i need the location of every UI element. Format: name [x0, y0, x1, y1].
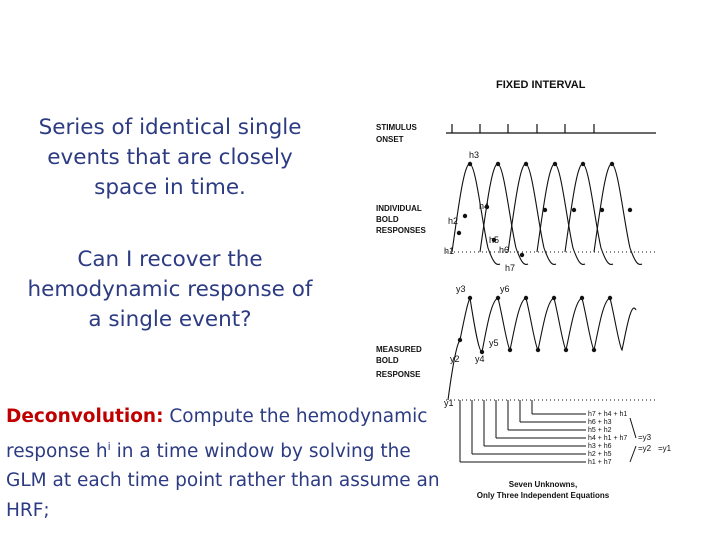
equations: [588, 411, 627, 466]
measured-label-2: BOLD: [376, 356, 399, 365]
stimulus-label-1: STIMULUS: [376, 123, 417, 132]
y2-label: y2: [450, 354, 460, 364]
measured-label-3: RESPONSE: [376, 370, 421, 379]
deconvolution-text-1: Compute the hemodynamic: [169, 406, 428, 427]
equation-2: h6 + h3: [588, 419, 612, 426]
individual-label-2: BOLD: [376, 215, 399, 224]
equation-result-y1: =y1: [658, 444, 672, 453]
equation-result-y2: =y2: [638, 444, 652, 453]
question-series-of-events: Series of identical single events that are closely space in time.: [38, 115, 302, 200]
y4-label: y4: [475, 354, 485, 364]
individual-bold-responses: [446, 164, 656, 265]
equation-7: h1 + h7: [588, 459, 612, 466]
measured-label-1: MEASURED: [376, 345, 422, 354]
equation-1: h7 + h4 + h1: [588, 411, 628, 418]
individual-label-1: INDIVIDUAL: [376, 204, 422, 213]
deconvolution-text-3: in a time window by solving the GLM at each time point rather than assume an HRF;: [6, 440, 440, 521]
footer-line-1: Seven Unknowns,: [508, 480, 578, 489]
equation-5: h3 + h6: [588, 443, 612, 450]
equation-3: h5 + h2: [588, 427, 612, 434]
equation-results: [638, 433, 672, 453]
equation-4: h4 + h1 + h7: [588, 435, 628, 442]
y5-label: y5: [489, 338, 499, 348]
measured-sample-dots: [458, 296, 612, 354]
measured-bold-response: [446, 298, 656, 400]
footer-line-2: Only Three Independent Equations: [476, 491, 610, 500]
stimulus-label-2: ONSET: [376, 135, 404, 144]
y3-label: y3: [456, 284, 466, 294]
h5-label: h5: [489, 235, 500, 245]
y1-label: y1: [444, 398, 454, 408]
h7-label: h7: [505, 263, 516, 273]
equation-6: h2 + h5: [588, 451, 612, 458]
h4-label: h4: [479, 201, 490, 211]
question-recover-hemodynamic: Can I recover the hemodynamic response of a single event?: [27, 247, 313, 332]
h1-label: h1: [444, 246, 455, 256]
figure-footer: [477, 480, 610, 500]
equation-result-y3: =y3: [638, 433, 652, 442]
h3-label: h3: [469, 150, 480, 160]
deconvolution-superscript: i: [107, 439, 111, 453]
y6-label: y6: [500, 284, 510, 294]
deconvolution-text-2: response h: [6, 440, 108, 462]
deconvolution-keyword: Deconvolution:: [6, 406, 164, 427]
figure-title: FIXED INTERVAL: [496, 79, 586, 91]
h2-label: h2: [448, 216, 459, 226]
individual-label-3: RESPONSES: [376, 226, 426, 235]
h-labels: [444, 150, 515, 273]
stimulus-onset-timeline: [446, 124, 656, 133]
y-labels: [444, 284, 510, 408]
h6-label: h6: [499, 245, 510, 255]
